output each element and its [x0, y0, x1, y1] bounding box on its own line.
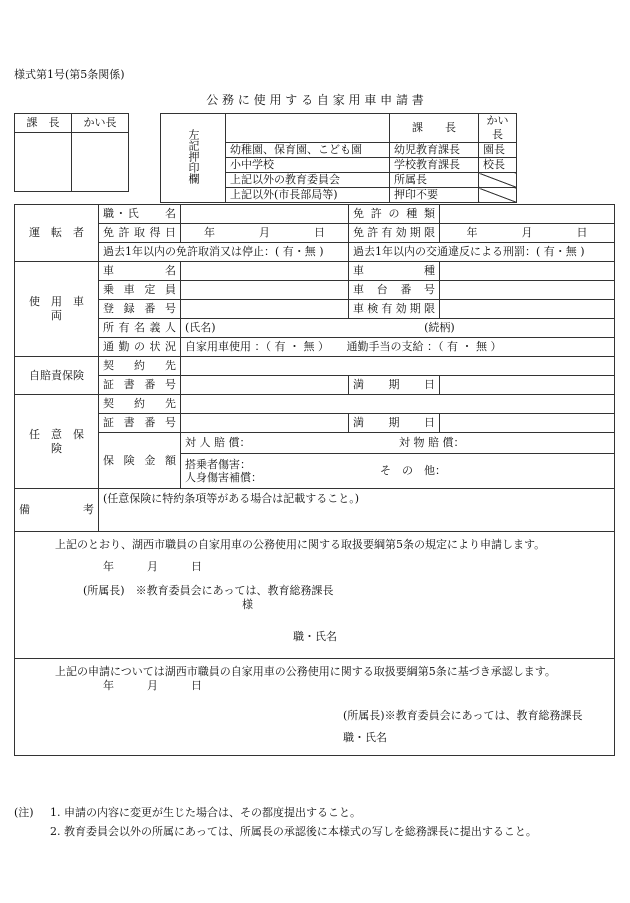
slash-cell	[479, 173, 517, 188]
row-label: 上記以外(市長部局等)	[226, 188, 390, 203]
inspection-field[interactable]	[440, 300, 615, 319]
form-number: 様式第1号(第5条関係)	[14, 68, 125, 81]
approval-statement: 上記の申請については湖西市職員の自家用車の公務使用に関する取扱要綱第5条に基づき承認します。 年 月 日 (所属長)※教育委員会にあっては、教育総務課長 職・氏名	[15, 659, 615, 756]
cali-cert-field[interactable]	[181, 376, 349, 395]
license-acquired-field[interactable]: 年 月 日	[181, 224, 349, 243]
stamp-cell[interactable]	[15, 133, 72, 192]
remarks-field[interactable]: (任意保険に特約条項等がある場合は記載すること。)	[99, 489, 615, 532]
head-kacho: 課 長	[390, 114, 479, 143]
row-label: 小中学校	[226, 158, 390, 173]
car-name-field[interactable]	[181, 262, 349, 281]
cali-contract-field[interactable]	[181, 357, 615, 376]
commute-field[interactable]: 自家用車使用 ：（ 有 ・ 無 ） 通勤手当の支給 ：（ 有 ・ 無 ）	[181, 338, 615, 357]
license-type-field[interactable]	[440, 205, 615, 224]
row-label: 上記以外の教育委員会	[226, 173, 390, 188]
chassis-field[interactable]	[440, 281, 615, 300]
section-remarks: 備 考	[15, 489, 99, 532]
section-cali: 自賠責保険	[15, 357, 99, 395]
amount-row-2[interactable]: 搭乗者傷害： 人身傷害補償： そ の 他：	[181, 454, 615, 489]
approver-name[interactable]: 職・氏名	[343, 731, 387, 744]
cali-expire-field[interactable]	[440, 376, 615, 395]
application-statement: 上記のとおり、湖西市職員の自家用車の公務使用に関する取扱要綱第5条の規定により申請します。 年 月 日 (所属長) ※教育委員会にあっては、教育総務課長 様 職・氏名	[15, 532, 615, 659]
application-form: 運 転 者 職・氏 名 免 許 の 種 類 免許取得日 年 月 日 免許有効期限 年 月 日 過去1年以内の免許取消又は停止：( 有・無 ) 過去1年以内の交通違反による刑罰：( 有・無 ) 使 用 車 両 車 名 車 種 乗 車 定 員 車 台 番 号 登 録 番 号 車検有効期限 所有名義人 (氏名) (続柄) 通勤の状況 自家用車使用 ：（ 有 ・ 無 ） 通勤手当の支給 ：（ 有 ・ 無 ） 自賠責保険 契 約 先 証 書 番 号 満 期 日 任 意 保 険 契 約 先 証 書 番 号 満 期 日 保 険 金 額 対 人 賠 償： 対 物 賠 償： 搭乗者傷害： 人身傷害補償： そ の 他： 備 考 (任意保険に特約条項等がある場合は記載すること。) 上記のとおり、湖西市職員の自家用車の公務使用に関する取扱要綱第5条の規定により申請します。 年 月 日 (所属長) ※教育委員会にあっては、教育総務課長 様 職・氏名 上記の申請については湖西市職員の自家用車の公務使用に関する取扱要綱第5条に基づき承認します。 年 月 日 (所属長)※教育委員会にあっては、教育総務課長 職・氏名	[14, 204, 615, 756]
head-kaicho: かい長	[479, 114, 517, 143]
driver-name-field[interactable]	[181, 205, 349, 224]
note-2: 2. 教育委員会以外の所属にあっては、所属長の承認後に本様式の写しを総務課長に提出すること。	[50, 825, 537, 838]
stamp-cell[interactable]	[72, 133, 129, 192]
page-title: 公 務 に 使 用 す る 自 家 用 車 申 請 書	[206, 93, 424, 107]
notes-head: (注)	[14, 806, 34, 819]
section-voluntary: 任 意 保 険	[15, 395, 99, 489]
applicant-name[interactable]: 職・氏名	[293, 630, 337, 643]
approval-head-kaicho: かい長	[72, 114, 129, 133]
row-label: 幼稚園、保育園、こども園	[226, 143, 390, 158]
section-vehicle: 使 用 車 両	[15, 262, 99, 357]
approval-head-kacho: 課 長	[15, 114, 72, 133]
approval-box-left	[14, 113, 129, 192]
past-violation[interactable]: 過去1年以内の交通違反による刑罰：( 有・無 )	[349, 243, 615, 262]
reg-no-field[interactable]	[181, 300, 349, 319]
owner-field[interactable]: (氏名) (続柄)	[181, 319, 615, 338]
section-driver: 運 転 者	[15, 205, 99, 262]
vol-cert-field[interactable]	[181, 414, 349, 433]
car-type-field[interactable]	[440, 262, 615, 281]
slash-cell	[479, 188, 517, 203]
past-suspension[interactable]: 過去1年以内の免許取消又は停止：( 有・無 )	[99, 243, 349, 262]
license-expiry-field[interactable]: 年 月 日	[440, 224, 615, 243]
vol-contract-field[interactable]	[181, 395, 615, 414]
capacity-field[interactable]	[181, 281, 349, 300]
approval-box-right: 左記押印欄 課 長 かい長 幼稚園、保育園、こども園 幼児教育課長 園長 小中学校 学校教育課長 校長 上記以外の教育委員会 所属長 上記以外(市長部局等) 押印不要	[160, 113, 517, 203]
note-1: 1. 申請の内容に変更が生じた場合は、その都度提出すること。	[50, 806, 361, 819]
amount-row-1[interactable]: 対 人 賠 償： 対 物 賠 償：	[181, 433, 615, 454]
stamp-side-label: 左記押印欄	[161, 114, 226, 203]
vol-expire-field[interactable]	[440, 414, 615, 433]
